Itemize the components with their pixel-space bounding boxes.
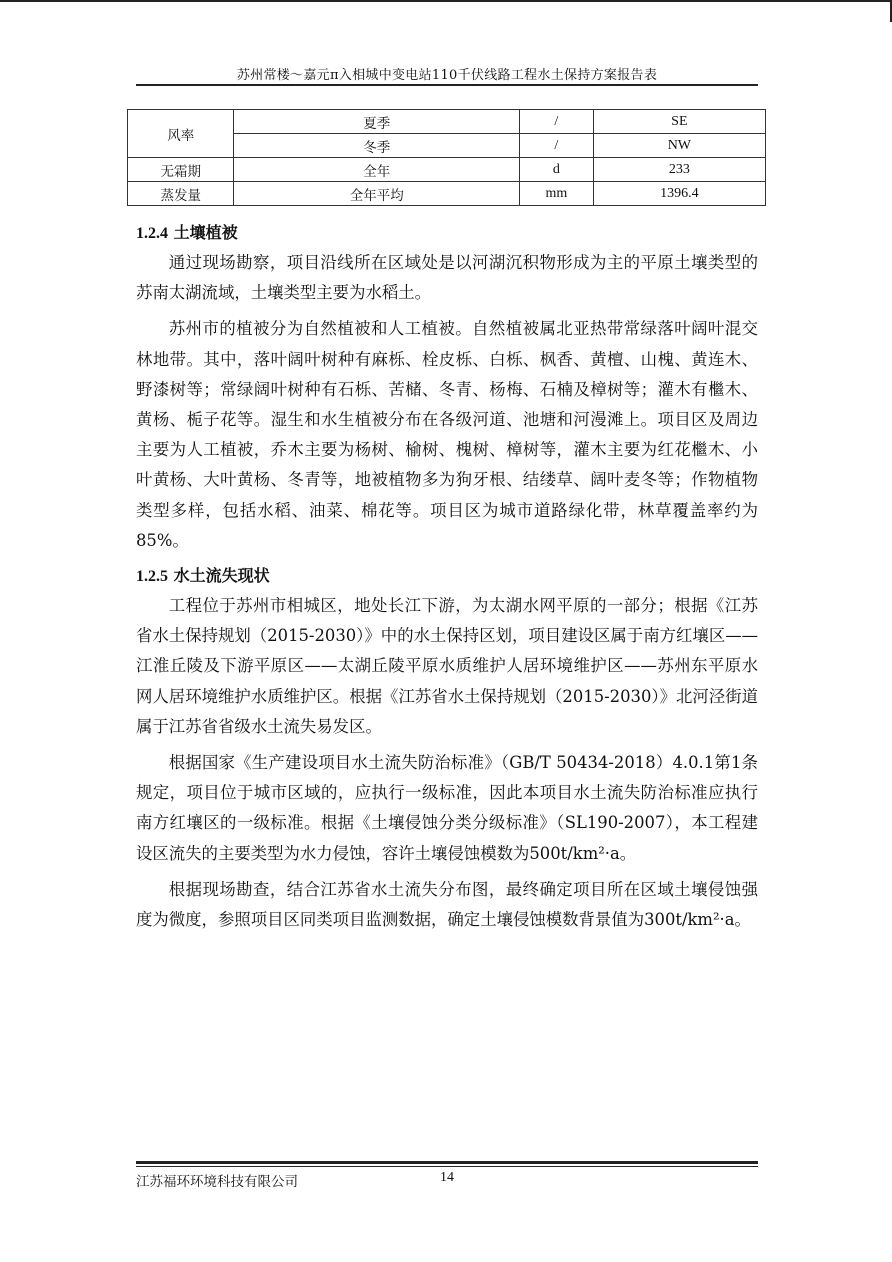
section-heading-soil-erosion xyxy=(136,562,758,591)
table-cell: / xyxy=(519,134,593,158)
header-rule xyxy=(136,84,758,86)
table-cell: mm xyxy=(519,182,593,206)
section-number: 1.2.4 xyxy=(136,225,168,242)
table-row xyxy=(128,182,766,206)
table-cell: NW xyxy=(593,134,765,158)
section-number: 1.2.5 xyxy=(136,568,168,586)
document-body xyxy=(136,219,758,941)
climate-table xyxy=(127,109,766,206)
table-cell: SE xyxy=(593,110,765,134)
table-cell: 233 xyxy=(593,158,765,182)
footer-rule-thin xyxy=(136,1166,758,1167)
table-cell: 无霜期 xyxy=(128,158,234,182)
page-top-border xyxy=(0,0,892,2)
table-row xyxy=(128,158,766,182)
section-heading-soil-vegetation xyxy=(136,219,758,248)
table-row xyxy=(128,110,766,134)
table-cell: 全年 xyxy=(234,158,520,182)
table-cell: 蒸发量 xyxy=(128,182,234,206)
paragraph: 工程位于苏州市相城区，地处长江下游，为太湖水网平原的一部分；根据《江苏省水土保持规划（2015-2030）》中的水土保持区划，项目建设区属于南方红壤区——江淮丘陵及下游平原区——太湖丘陵平原水质维护人居环境维护区——苏州东平原水网人居环境维护水质维护区。根据《江苏省水土保持规划（2015-2030）》北河泾街道属于江苏省省级水土流失易发区。 xyxy=(136,596,758,736)
page-header-title: 苏州常楼～嘉元π入相城中变电站110千伏线路工程水土保持方案报告表 xyxy=(236,68,658,83)
table-cell: 全年平均 xyxy=(234,182,520,206)
footer-company: 江苏福环环境科技有限公司 xyxy=(136,1174,298,1190)
table-cell: / xyxy=(519,110,593,134)
paragraph: 通过现场勘察，项目沿线所在区域处是以河湖沉积物形成为主的平原土壤类型的苏南太湖流域，土壤类型主要为水稻土。 xyxy=(136,253,758,303)
section-title: 土壤植被 xyxy=(173,223,238,242)
section-title: 水土流失现状 xyxy=(173,566,270,586)
paragraph: 根据国家《生产建设项目水土流失防治标准》（GB/T 50434-2018）4.0.1第1条规定，项目位于城市区域的，应执行一级标准，因此本项目水土流失防治标准应执行南方红壤区的一级标准。根据《土壤侵蚀分类分级标准》（SL190-2007），本工程建设区流失的主要类型为水力侵蚀，容许土壤侵蚀模数为500t/km²·a。 xyxy=(136,753,758,863)
paragraph: 苏州市的植被分为自然植被和人工植被。自然植被属北亚热带常绿落叶阔叶混交林地带。其中，落叶阔叶树种有麻栎、栓皮栎、白栎、枫香、黄檀、山槐、黄连木、野漆树等；常绿阔叶树种有石栎、苦槠、冬青、杨梅、石楠及樟树等；灌木有檵木、黄杨、栀子花等。湿生和水生植被分布在各级河道、池塘和河漫滩上。项目区及周边主要为人工植被，乔木主要为杨树、榆树、槐树、樟树等，灌木主要为红花檵木、小叶黄杨、大叶黄杨、冬青等，地被植物多为狗牙根、结缕草、阔叶麦冬等；作物植物类型多样，包括水稻、油菜、棉花等。项目区为城市道路绿化带，林草覆盖率约为85%。 xyxy=(136,319,758,550)
paragraph: 根据现场勘查，结合江苏省水土流失分布图，最终确定项目所在区域土壤侵蚀强度为微度，参照项目区同类项目监测数据，确定土壤侵蚀模数背景值为300t/km²·a。 xyxy=(136,879,758,930)
table-cell: 夏季 xyxy=(234,110,520,134)
table-cell: 1396.4 xyxy=(593,182,765,206)
table-cell: 风率 xyxy=(128,110,234,158)
table-cell: 冬季 xyxy=(234,134,520,158)
table-cell: d xyxy=(519,158,593,182)
footer-rule-thick xyxy=(136,1161,758,1164)
page-number: 14 xyxy=(440,1170,454,1185)
